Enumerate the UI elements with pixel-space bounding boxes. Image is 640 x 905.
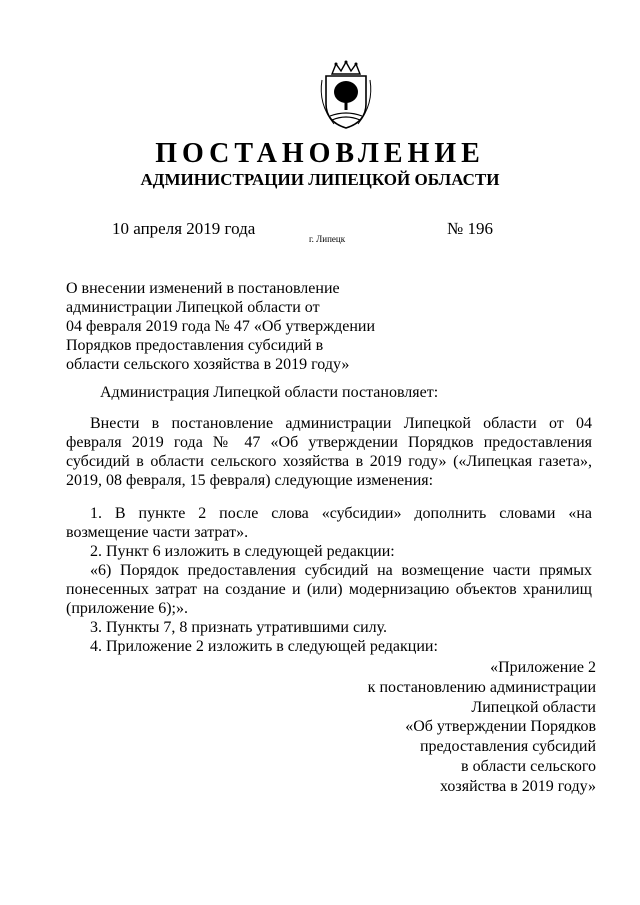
document-number: № 196 bbox=[447, 219, 493, 238]
appendix-line: к постановлению администрации bbox=[367, 678, 596, 696]
document-title: ПОСТАНОВЛЕНИЕ bbox=[155, 138, 485, 169]
body-item-3: 3. Пункты 7, 8 признать утратившими силу. bbox=[90, 619, 388, 636]
body-item-2-text: «6) Порядок предоставления субсидий на возмещение части прямых понесенных затрат на создание и (или) модернизацию объектов хранилищ (приложение 6);». bbox=[66, 562, 592, 617]
subject-line: области сельского хозяйства в 2019 году» bbox=[66, 356, 350, 373]
body-intro-paragraph: Внести в постановление администрации Липецкой области от 04 февраля 2019 года № 47 «Об утверждении Порядков предоставления субсидий в области сельского хозяйства в 2019 году» («Липецкая газета», 2019, 08 февраля, 15 февраля) следующие изменения: bbox=[66, 415, 592, 489]
document-subtitle: АДМИНИСТРАЦИИ ЛИПЕЦКОЙ ОБЛАСТИ bbox=[140, 170, 500, 189]
appendix-line: предоставления субсидий bbox=[419, 738, 596, 756]
appendix-line: «Приложение 2 bbox=[490, 659, 596, 676]
appendix-line: «Об утверждении Порядков bbox=[405, 718, 596, 736]
appendix-line: хозяйства в 2019 году» bbox=[440, 777, 596, 795]
body-item-2: 2. Пункт 6 изложить в следующей редакции: bbox=[90, 543, 395, 560]
subject-line: 04 февраля 2019 года № 47 «Об утверждении bbox=[66, 318, 376, 335]
document-body bbox=[66, 414, 592, 656]
body-item-1: 1. В пункте 2 после слова «субсидии» дополнить словами «на возмещение части затрат». bbox=[66, 505, 592, 541]
document-date: 10 апреля 2019 года bbox=[112, 219, 256, 238]
document-city: г. Липецк bbox=[309, 234, 346, 244]
document-subject bbox=[66, 279, 386, 374]
coat-of-arms-emblem bbox=[316, 60, 376, 130]
decree-statement: Администрация Липецкой области постановляет: bbox=[100, 384, 439, 401]
subject-line: Порядков предоставления субсидий в bbox=[66, 337, 324, 354]
appendix-line: в области сельского bbox=[461, 757, 596, 775]
subject-line: О внесении изменений в постановление bbox=[66, 280, 340, 297]
body-item-4: 4. Приложение 2 изложить в следующей редакции: bbox=[90, 638, 438, 655]
appendix-line: Липецкой области bbox=[471, 698, 596, 716]
appendix-header bbox=[368, 658, 596, 797]
subject-line: администрации Липецкой области от bbox=[66, 299, 320, 316]
